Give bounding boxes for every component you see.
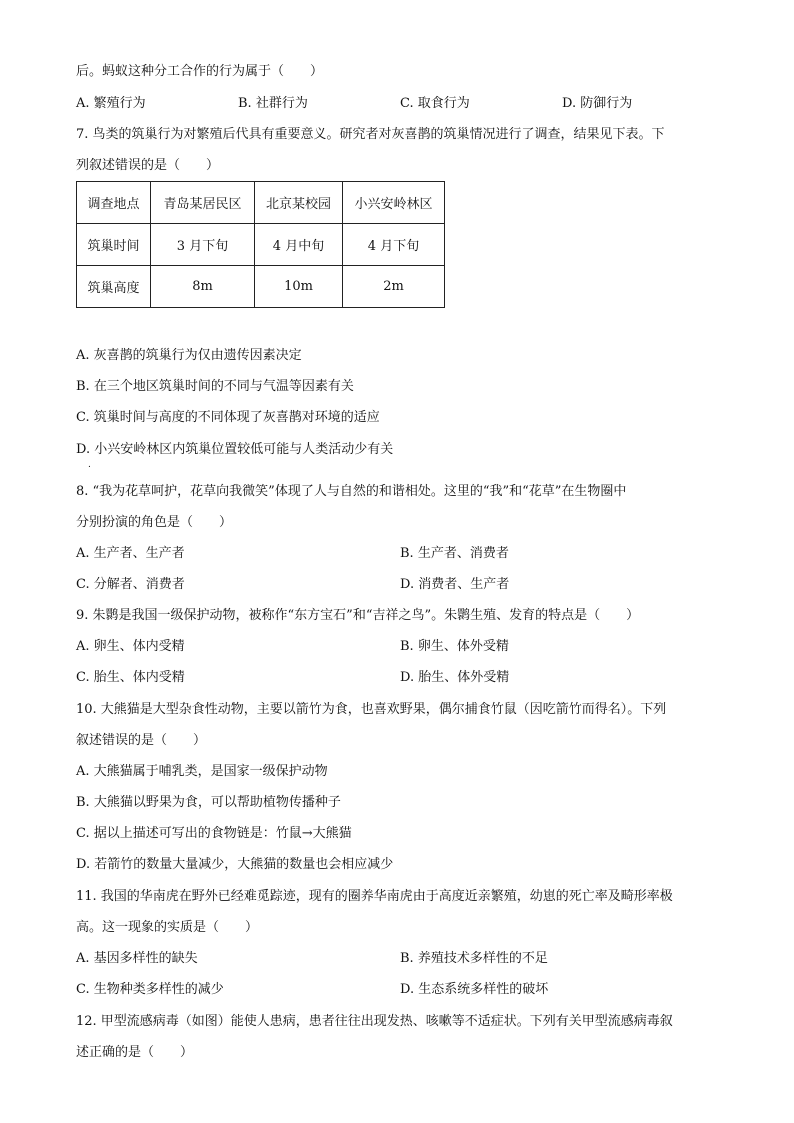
q6-option-c: C. 取食行为 (400, 96, 470, 111)
table-cell: 4 月中旬 (255, 224, 343, 266)
q11-option-d: D. 生态系统多样性的破坏 (400, 982, 549, 997)
q10-option-c: C. 据以上描述可写出的食物链是：竹鼠→大熊猫 (76, 826, 352, 841)
q7-option-a: A. 灰喜鹊的筑巢行为仅由遗传因素决定 (76, 348, 302, 363)
q12-stem-line2: 述正确的是（ ） (76, 1045, 194, 1060)
table-header-cell: 小兴安岭林区 (343, 182, 445, 224)
q11-stem-line1: 11. 我国的华南虎在野外已经难觅踪迹，现有的圈养华南虎由于高度近亲繁殖，幼崽的死亡率及畸形率极 (76, 889, 673, 904)
table-cell: 筑巢时间 (77, 224, 151, 266)
q12-stem-line1: 12. 甲型流感病毒（如图）能使人患病，患者往往出现发热、咳嗽等不适症状。下列有关甲型流感病毒叙 (76, 1014, 673, 1029)
q7-stem-line1: 7. 鸟类的筑巢行为对繁殖后代具有重要意义。研究者对灰喜鹊的筑巢情况进行了调查，结果见下表。下 (76, 127, 665, 142)
table-cell: 4 月下旬 (343, 224, 445, 266)
table-header-cell: 调查地点 (77, 182, 151, 224)
table-cell: 10m (255, 266, 343, 308)
q9-option-a: A. 卵生、体内受精 (76, 639, 185, 654)
q6-option-a: A. 繁殖行为 (76, 96, 146, 111)
q9-stem: 9. 朱鹮是我国一级保护动物，被称作“东方宝石”和“吉祥之鸟”。朱鹮生殖、发育的特点是（ ） (76, 608, 640, 623)
table-header-cell: 青岛某居民区 (151, 182, 255, 224)
q6-stem: 后。蚂蚁这种分工合作的行为属于（ ） (76, 64, 324, 79)
q7-survey-table (76, 181, 445, 308)
q11-option-a: A. 基因多样性的缺失 (76, 951, 198, 966)
stray-dot-mark: . (88, 460, 91, 470)
q9-option-b: B. 卵生、体外受精 (400, 639, 509, 654)
q8-stem-line2: 分别扮演的角色是（ ） (76, 515, 233, 530)
table-header-cell: 北京某校园 (255, 182, 343, 224)
q9-option-d: D. 胎生、体外受精 (400, 670, 510, 685)
q8-stem-line1: 8. “我为花草呵护，花草向我微笑”体现了人与自然的和谐相处。这里的“我”和“花草”在生物圈中 (76, 484, 627, 499)
q10-option-d: D. 若箭竹的数量大量减少，大熊猫的数量也会相应减少 (76, 857, 394, 872)
q10-stem-line2: 叙述错误的是（ ） (76, 733, 207, 748)
table-row (77, 266, 445, 308)
q11-stem-line2: 高。这一现象的实质是（ ） (76, 920, 259, 935)
q6-option-d: D. 防御行为 (562, 96, 633, 111)
table-row (77, 224, 445, 266)
q8-option-d: D. 消费者、生产者 (400, 577, 510, 592)
q7-stem-line2: 列叙述错误的是（ ） (76, 158, 220, 173)
q10-option-b: B. 大熊猫以野果为食，可以帮助植物传播种子 (76, 795, 341, 810)
q8-option-a: A. 生产者、生产者 (76, 546, 185, 561)
q6-option-b: B. 社群行为 (238, 96, 308, 111)
q8-option-b: B. 生产者、消费者 (400, 546, 509, 561)
q8-option-c: C. 分解者、消费者 (76, 577, 185, 592)
table-cell: 3 月下旬 (151, 224, 255, 266)
q10-stem-line1: 10. 大熊猫是大型杂食性动物，主要以箭竹为食，也喜欢野果，偶尔捕食竹鼠（因吃箭竹而得名）。下列 (76, 702, 667, 717)
table-cell: 8m (151, 266, 255, 308)
table-cell: 筑巢高度 (77, 266, 151, 308)
q9-option-c: C. 胎生、体内受精 (76, 670, 185, 685)
table-cell: 2m (343, 266, 445, 308)
q7-option-d: D. 小兴安岭林区内筑巢位置较低可能与人类活动少有关 (76, 442, 394, 457)
q7-option-b: B. 在三个地区筑巢时间的不同与气温等因素有关 (76, 379, 354, 394)
q7-option-c: C. 筑巢时间与高度的不同体现了灰喜鹊对环境的适应 (76, 410, 380, 425)
q11-option-c: C. 生物种类多样性的减少 (76, 982, 224, 997)
q11-option-b: B. 养殖技术多样性的不足 (400, 951, 548, 966)
q10-option-a: A. 大熊猫属于哺乳类，是国家一级保护动物 (76, 764, 328, 779)
table-header-row (77, 182, 445, 224)
